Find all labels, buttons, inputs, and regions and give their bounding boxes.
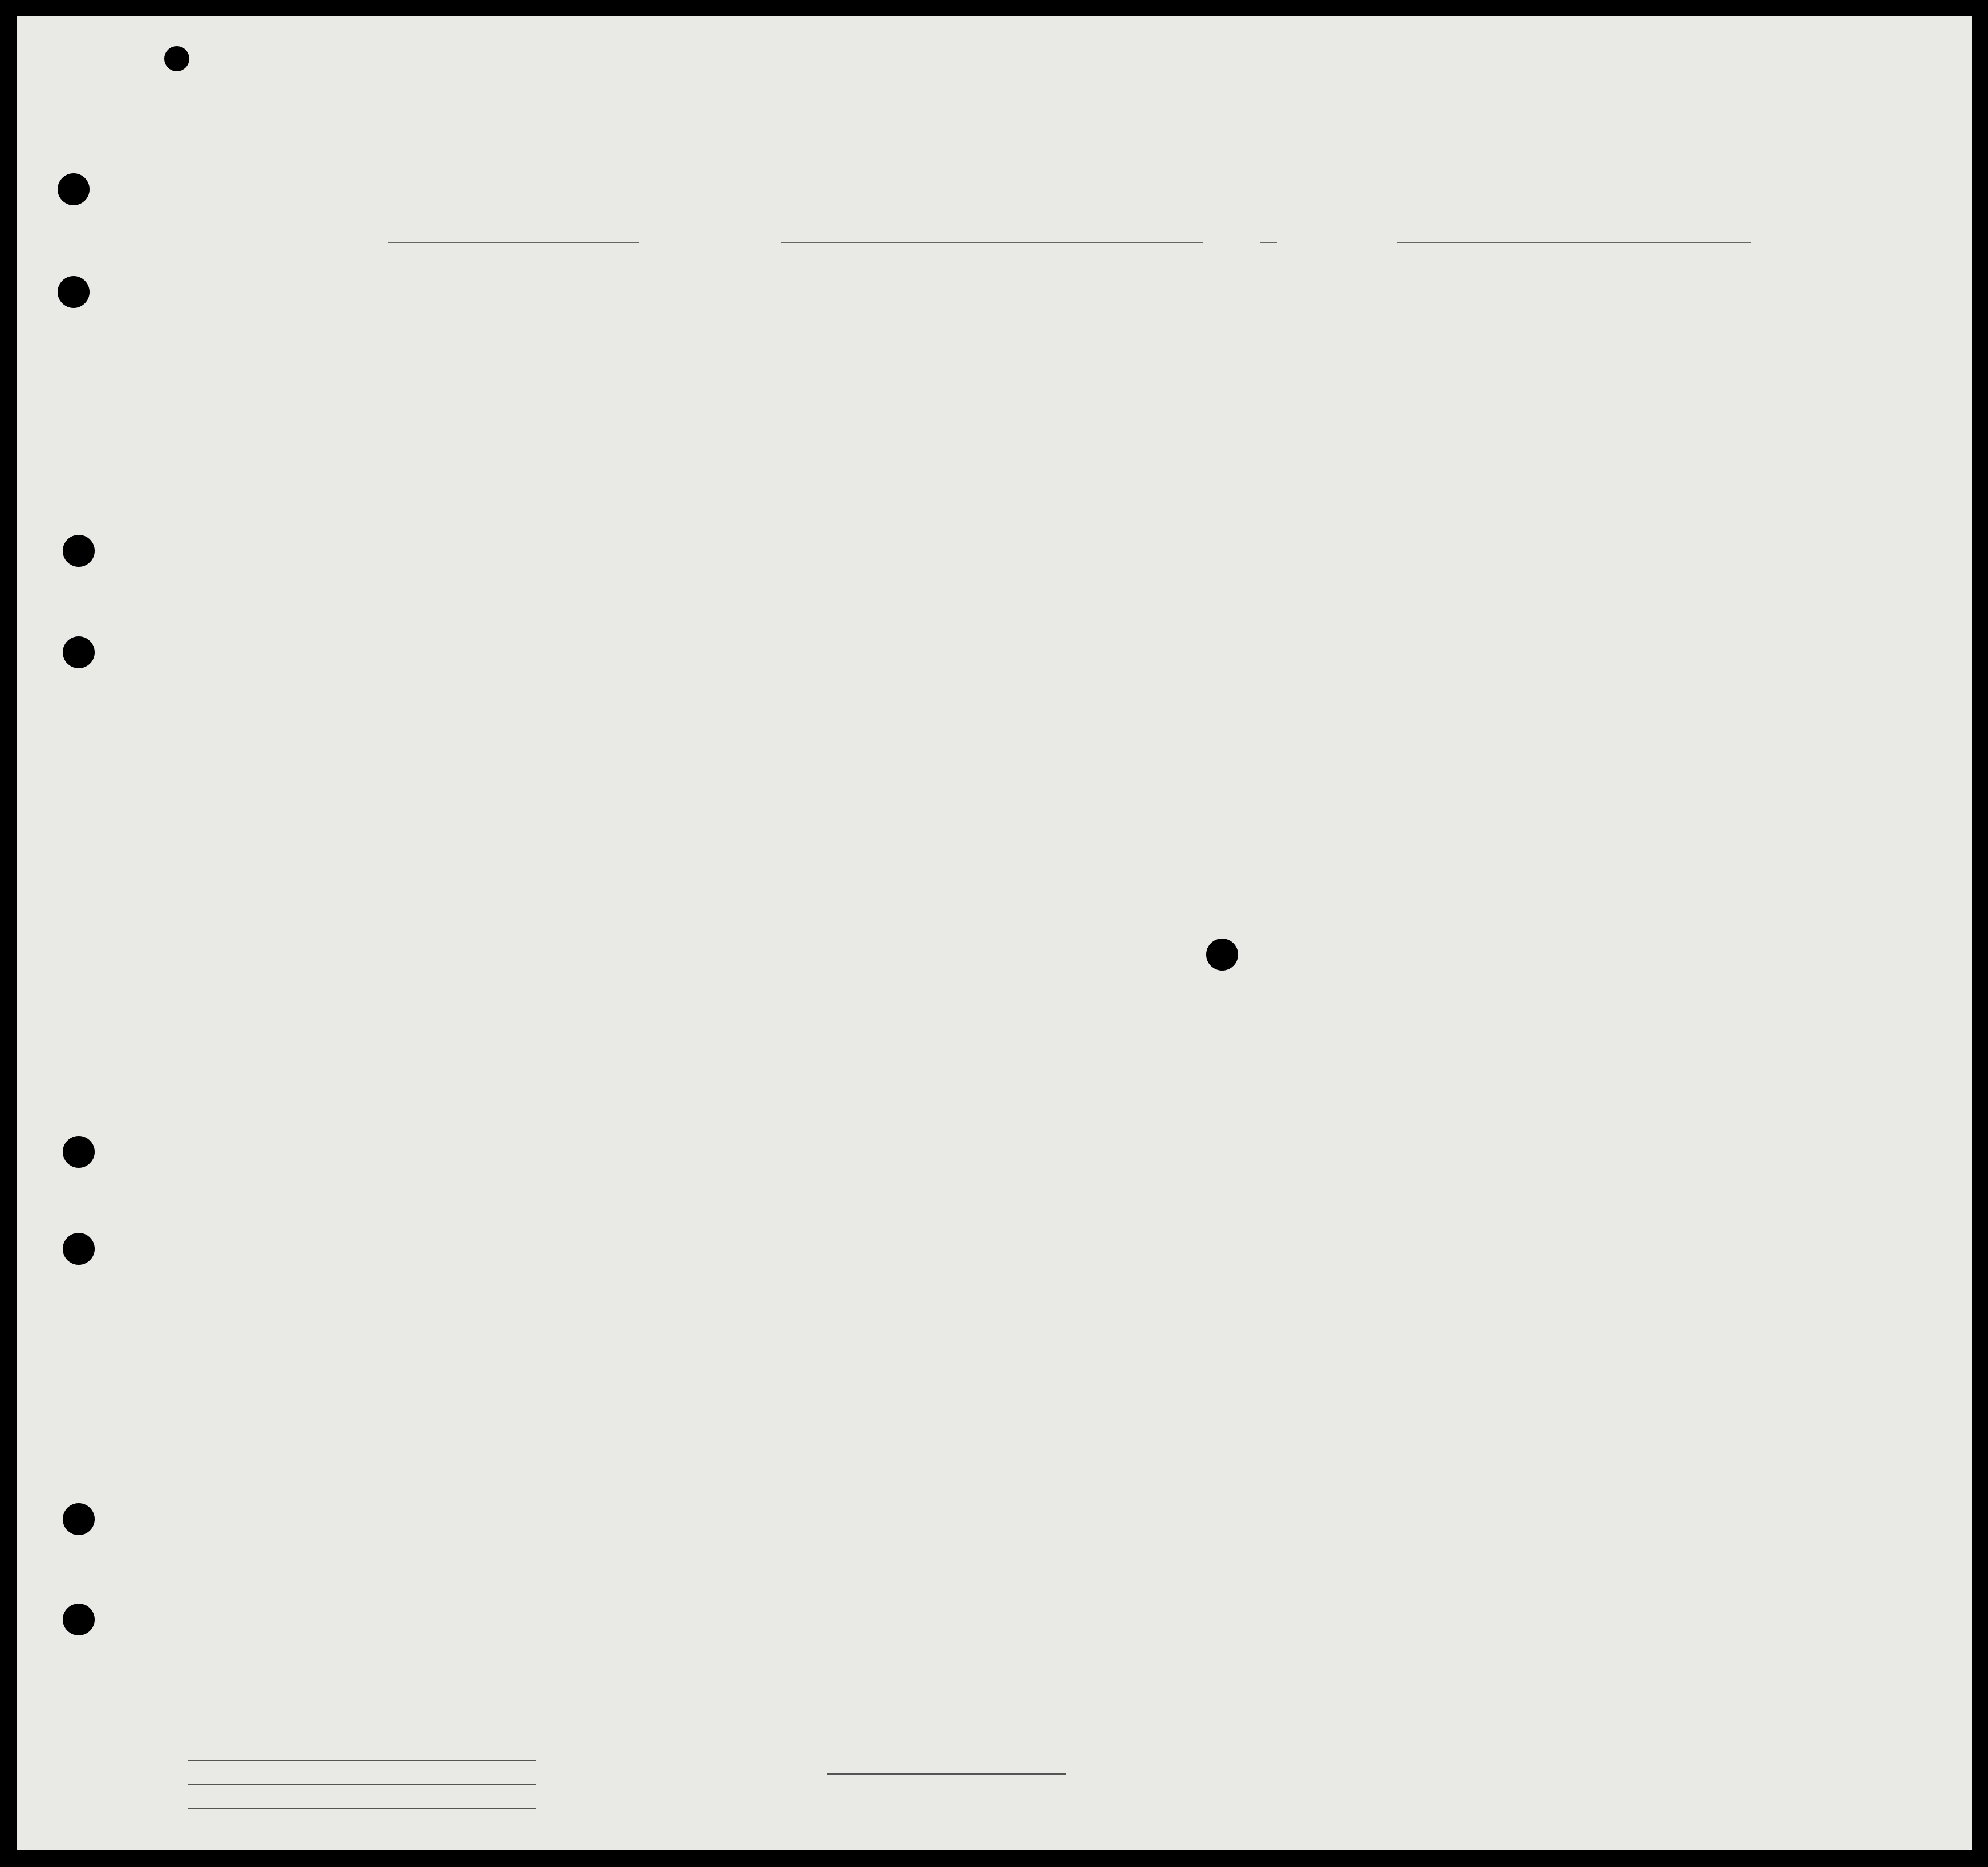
punch-hole — [58, 276, 90, 308]
punch-hole — [63, 1604, 95, 1635]
punch-hole — [63, 535, 95, 567]
punch-hole — [63, 1136, 95, 1168]
punch-hole — [164, 46, 189, 71]
punch-hole — [1206, 939, 1238, 971]
punch-hole — [63, 636, 95, 668]
manifest-sheet — [17, 16, 1972, 1850]
from-underline — [1397, 242, 1751, 243]
year-underline — [1260, 242, 1277, 243]
vessel-underline — [388, 242, 639, 243]
punch-hole — [58, 173, 90, 205]
punch-hole — [63, 1503, 95, 1535]
footer-line-rule — [188, 1760, 536, 1761]
arriving-underline — [781, 242, 1203, 243]
inspector-rule — [827, 1773, 1066, 1775]
punch-hole — [63, 1233, 95, 1265]
footer-agents-rule — [188, 1808, 536, 1809]
footer-owners-rule — [188, 1784, 536, 1785]
